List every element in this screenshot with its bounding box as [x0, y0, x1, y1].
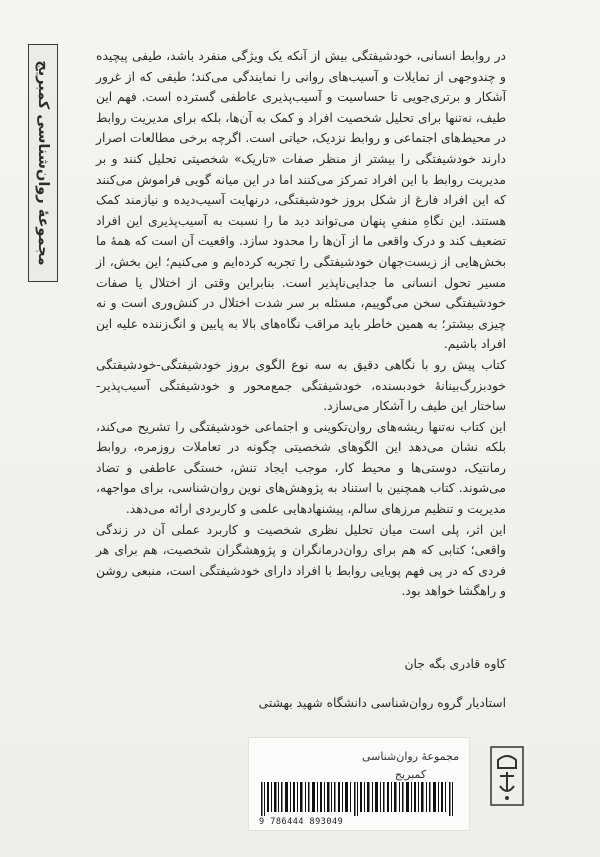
author-signature — [96, 654, 506, 713]
blurb-paragraph-1: در روابط انسانی، خودشیفتگی بیش از آنکه یک ویژگی منفرد باشد، طیفی پیچیده و چندوجهی از تمایلات و آسیب‌های روانی را نمایندگی می‌کند؛ طیفی که از غرور آشکار و برتری‌جویی تا حساسیت و آسیب‌پذیری عاطفی گسترده است. فهم این طیف، نه‌تنها برای تحلیل شخصیت افراد و کمک به آن‌ها، بلکه برای مدیریت روابط در محیط‌های اجتماعی و روابط نزدیک، حیاتی است. اگرچه برخی مطالعات اصرار دارند خودشیفتگی را بیشتر از منظر صفات «تاریک» شخصیتی تحلیل کنند و بر مدیریت روابط با این افراد تمرکز می‌کنند اما در این میانه گویی فراموش می‌کنند که این افراد فارغ از شکل بروز خودشیفتگی، درنهایت آسیب‌دیده و نیازمند کمک هستند. این نگاهِ منفیِ پنهان می‌تواند دید ما را نسبت به آسیب‌پذیری این افراد تضعیف کند و درک واقعی ما از آن‌ها را محدود سازد. واقعیت آن است که همهٔ ما بخش‌هایی از زیست‌جهان خودشیفتگی را تجربه کرده‌ایم و می‌کنیم؛ این بخش، از مسیر تحول انسانی ما جدایی‌ناپذیر است. بنابراین وقتی از اختلال یا صفات خودشیفتگی سخن می‌گوییم، مسئله بر سر شدت اختلال در کنش‌وری است و نه چیزی بیشتر؛ به همین خاطر باید مراقب نگاه‌های بالا به پایین و انگ‌زننده علیه این افراد باشیم. — [96, 49, 506, 352]
blurb-paragraph-3: این کتاب نه‌تنها ریشه‌های روان‌تکوینی و اجتماعی خودشیفتگی را تشریح می‌کند، بلکه نشان می‌دهد این الگوهای شخصیتی چگونه در تعاملات روزمره، روابط رمانتیک، دوستی‌ها و محیط کار، موجب ایجاد تنش، خستگی عاطفی و تضاد می‌شوند. کتاب همچنین با استناد به پژوهش‌های نوین روان‌شناسی، برای مواجهه، مدیریت و تنظیم مرزهای سالم، پیشنهادهایی علمی و کاربردی ارائه می‌دهد. — [96, 419, 506, 517]
author-affiliation: استادیار گروه روان‌شناسی دانشگاه شهید بهشتی — [258, 696, 506, 710]
blurb-paragraph-2: کتاب پیش رو با نگاهی دقیق به سه نوع الگوی بروز خودشیفتگی-خودشیفتگی خودبزرگ‌بینانهٔ خودبسنده، خودشیفتگی جمع‌محور و خودشیفتگی آسیب‌پذیر-ساختار این طیف را آشکار می‌سازد. — [96, 357, 506, 414]
publisher-logo-icon — [490, 746, 524, 806]
isbn-number: 9 786444 893049 — [259, 817, 344, 827]
barcode-icon — [259, 782, 457, 816]
series-name — [362, 748, 459, 784]
blurb-text — [96, 46, 506, 602]
series-line-1: مجموعهٔ روان‌شناسی — [361, 750, 459, 763]
series-line-2: کمبریج — [394, 768, 427, 781]
series-spine-label — [28, 44, 58, 282]
blurb-paragraph-4: این اثر، پلی است میان تحلیل نظری شخصیت و کاربرد عملی آن در زندگی واقعی؛ کتابی که هم برای روان‌درمانگران و پژوهشگران شخصیت، هم برای هر فردی که در پی فهم پویایی روابط با افراد دارای خودشیفتگی است، منبعی روشن و راهگشا خواهد بود. — [96, 522, 506, 599]
series-spine-text: مجموعهٔ روان‌شناسی کمبریج — [35, 60, 51, 266]
author-name: کاوه قادری بگه جان — [404, 657, 506, 671]
barcode-panel — [248, 737, 470, 831]
